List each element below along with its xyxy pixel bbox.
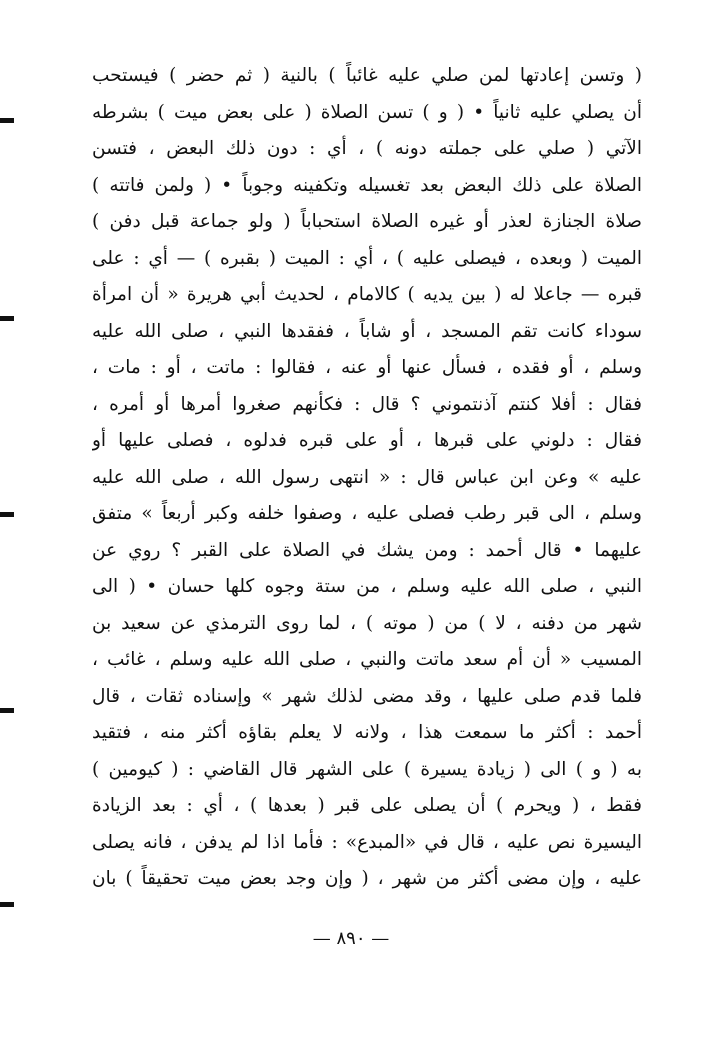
text-line: فقال : دلوني على قبرها ، أو على قبره فدلوه ، فصلى عليها أو <box>92 430 642 451</box>
text-line: أن يصلي عليه ثانياً • ( و ) تسن الصلاة ( على بعض ميت ) بشرطه <box>92 101 642 123</box>
text-line: عليه » وعن ابن عباس قال : « انتهى رسول الله ، صلى الله عليه <box>92 466 642 488</box>
left-edge-mark <box>0 902 14 907</box>
text-line: فقط ، ( ويحرم ) أن يصلى على قبر ( بعدها ) ، أي : بعد الزيادة <box>92 795 642 816</box>
text-line: المسيب « أن أم سعد ماتت والنبي ، صلى الله عليه وسلم ، غائب ، <box>92 649 642 670</box>
left-edge-mark <box>0 118 14 123</box>
text-line: قبره — جاعلا له ( بين يديه ) كالامام ، لحديث أبي هريرة « أن امرأة <box>92 284 642 305</box>
text-line: أحمد : أكثر ما سمعت هذا ، ولانه لا يعلم بقاؤه أكثر منه ، فتقيد <box>92 722 642 743</box>
left-edge-mark <box>0 316 14 321</box>
text-line: ( وتسن إعادتها لمن صلي عليه غائباً ) بالنية ( ثم حضر ) فيستحب <box>92 65 642 86</box>
text-line: فقال : أفلا كنتم آذنتموني ؟ قال : فكأنهم صغروا أمرها أو أمره ، <box>92 393 642 415</box>
text-line: به ( و ) الى ( زيادة يسيرة ) على الشهر قال القاضي : ( كيومين ) <box>92 758 642 780</box>
text-line: عليه ، وإن مضى أكثر من شهر ، ( وإن وجد بعض ميت تحقيقاً ) بان <box>92 868 642 889</box>
text-line: صلاة الجنازة لعذر أو غيره الصلاة استحباباً ( ولو جماعة قبل دفن ) <box>92 211 642 232</box>
text-line: وسلم ، الى قبر رطب فصلى عليه ، وصفوا خلفه وكبر أربعاً » متفق <box>92 503 642 524</box>
text-line: الآتي ( صلي على جملته دونه ) ، أي : دون ذلك البعض ، فتسن <box>92 138 642 159</box>
text-line: اليسيرة نص عليه ، قال في «المبدع» : فأما اذا لم يدفن ، فانه يصلى <box>92 831 642 853</box>
text-line: فلما قدم صلى عليها ، وقد مضى لذلك شهر » وإسناده ثقات ، قال <box>92 685 642 707</box>
text-line: النبي ، صلى الله عليه وسلم ، من ستة وجوه كلها حسان • ( الى <box>92 576 642 597</box>
text-line: الميت ( وبعده ، فيصلى عليه ) ، أي : الميت ( بقبره ) — أي : على <box>92 247 642 269</box>
page-number: — ٨٩٠ — <box>312 928 390 949</box>
left-edge-mark <box>0 708 14 713</box>
left-edge-mark <box>0 512 14 517</box>
body-text <box>92 58 642 898</box>
text-line: وسلم ، أو فقده ، فسأل عنها أو عنه ، فقالوا : ماتت ، أو : مات ، <box>92 357 642 378</box>
text-line: شهر من دفنه ، لا ) من ( موته ) ، لما روى الترمذي عن سعيد بن <box>92 612 642 634</box>
text-line: عليهما • قال أحمد : ومن يشك في الصلاة على القبر ؟ روي عن <box>92 539 642 561</box>
text-line: الصلاة على ذلك البعض بعد تغسيله وتكفينه وجوباً • ( ولمن فاتته ) <box>92 174 642 196</box>
text-line: سوداء كانت تقم المسجد ، أو شاباً ، ففقدها النبي ، صلى الله عليه <box>92 320 642 342</box>
